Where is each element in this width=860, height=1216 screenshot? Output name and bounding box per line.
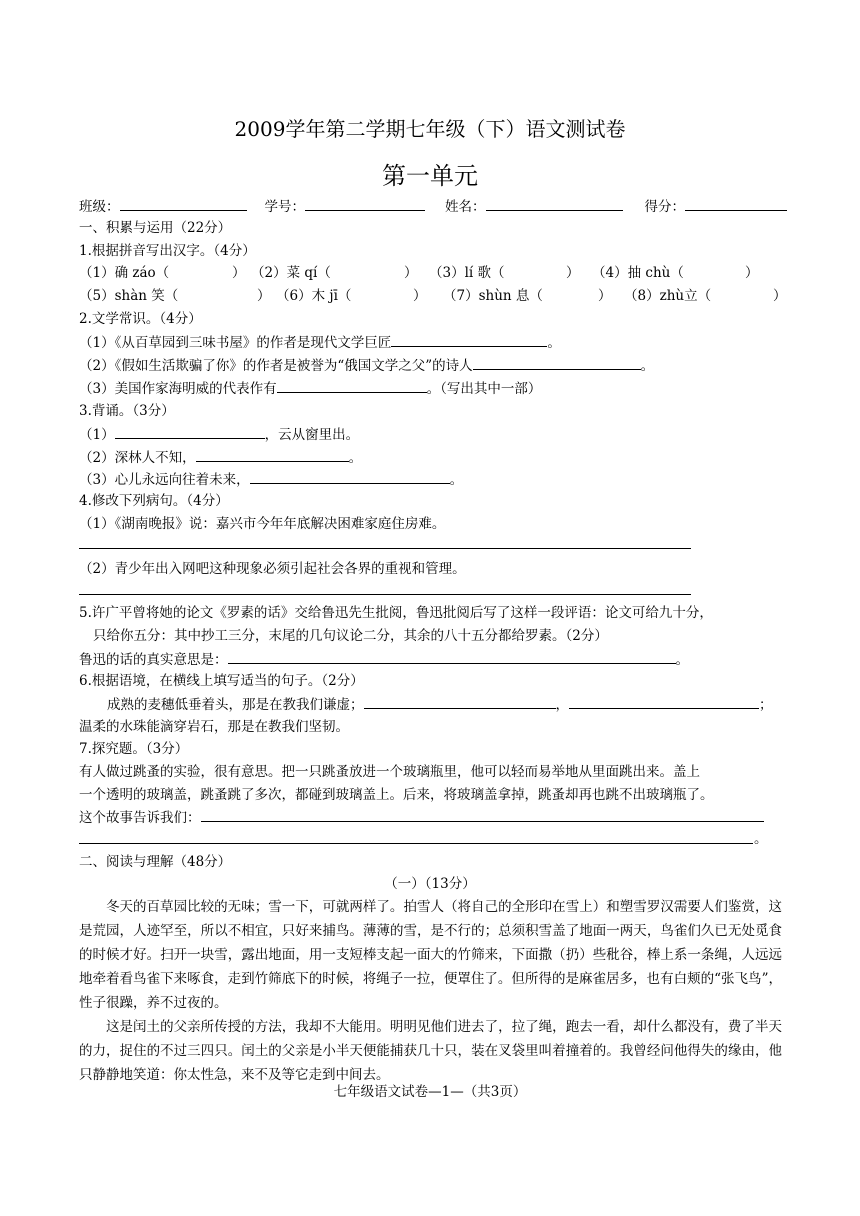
passage1-para-2: 这是闰土的父亲所传授的方法，我却不大能用。明明见他们进去了，拉了绳，跑去一看，却什么都没有，费了半天的力，捉住的不过三四只。闰土的父亲是小半天便能捕获几十只，装在叉袋里叫着撞着的。我曾经问他得失的缘由，他只静静地笑道：你太性急，来不及等它走到中间去。 — [79, 1019, 782, 1083]
passage1 — [79, 895, 782, 1087]
q3-line-2: （2）深林人不知， 。 — [79, 450, 363, 466]
q4-answer-2[interactable] — [79, 594, 691, 595]
pinyin-close-4: ） — [745, 265, 759, 281]
q4-line-2: （2）青少年出入网吧这种现象必须引起社会各界的重视和管理。 — [79, 561, 466, 577]
q2-title: 2.文学常识。（4分） — [79, 311, 202, 327]
class-field[interactable] — [120, 197, 247, 211]
pinyin-item-1: （1）确 záo（ — [79, 265, 170, 281]
q4-answer-1[interactable] — [79, 548, 691, 549]
pinyin-close-1: ） — [232, 265, 246, 281]
q5-answer[interactable] — [228, 650, 676, 664]
score-label: 得分： — [644, 199, 685, 215]
q7-period: 。 — [754, 831, 768, 847]
q1-title: 1.根据拼音写出汉字。（4分） — [79, 243, 256, 259]
name-field[interactable] — [486, 197, 623, 211]
q2-answer-1[interactable] — [391, 333, 547, 347]
section2-heading: 二、阅读与理解（48分） — [79, 854, 232, 870]
q6-answer-2[interactable] — [569, 695, 759, 709]
q2-line-2: （2）《假如生活欺骗了你》的作者是被誉为“俄国文学之父”的诗人 。 — [79, 358, 655, 374]
q2-line-1: （1）《从百草园到三味书屋》的作者是现代文学巨匠 。 — [79, 335, 561, 351]
q5-line-3: 鲁迅的话的真实意思是： 。 — [79, 652, 689, 668]
pinyin-item-2: （2）菜 qí（ — [251, 265, 331, 281]
q3-answer-2[interactable] — [196, 448, 349, 462]
q7-line-2: 一个透明的玻璃盖，跳蚤跳了多次，都碰到玻璃盖上。后来，将玻璃盖拿掉，跳蚤却再也跳不出玻璃瓶了。 — [79, 787, 714, 803]
q2-answer-3[interactable] — [277, 379, 427, 393]
q5-line-2: 只给你五分：其中抄工三分，末尾的几句议论二分，其余的八十五分都给罗素。（2分） — [93, 628, 608, 644]
pinyin-close-3: ） — [566, 265, 580, 281]
q6-line-2: 温柔的水珠能滴穿岩石，那是在教我们坚韧。 — [79, 719, 349, 735]
q5-line-1: 5.许广平曾将她的论文《罗素的话》交给鲁迅先生批阅，鲁迅批阅后写了这样一段评语：论文可给九十分， — [79, 605, 713, 621]
pinyin-item-6: （6）木 jī（ — [276, 288, 352, 304]
pinyin-close-6: ） — [413, 288, 427, 304]
q6-line-1: 成熟的麦穗低垂着头，那是在教我们谦虚； ， ； — [107, 697, 773, 713]
pinyin-item-7: （7）shùn 息（ — [443, 288, 543, 304]
number-field[interactable] — [305, 197, 425, 211]
q6-title: 6.根据语境，在横线上填写适当的句子。（2分） — [79, 673, 364, 689]
pinyin-close-2: ） — [404, 265, 418, 281]
q3-answer-1[interactable] — [115, 425, 265, 439]
pinyin-item-8: （8）zhù立（ — [624, 288, 712, 304]
class-label: 班级： — [79, 199, 120, 215]
q3-line-3: （3）心儿永远向往着未来， 。 — [79, 472, 464, 488]
q6-answer-1[interactable] — [364, 695, 556, 709]
unit-title: 第一单元 — [382, 162, 478, 190]
exam-title: 2009学年第二学期七年级（下）语文测试卷 — [234, 117, 626, 141]
pinyin-item-3: （3）lí 歌（ — [429, 265, 505, 281]
q7-answer-1[interactable] — [201, 808, 764, 822]
pinyin-item-4: （4）抽 chù（ — [592, 265, 684, 281]
score-field[interactable] — [685, 197, 787, 211]
q3-line-1: （1） ，云从窗里出。 — [79, 427, 360, 443]
name-label: 姓名： — [445, 199, 486, 215]
passage1-subtitle: （一）（13分） — [384, 876, 476, 892]
q4-title: 4.修改下列病句。（4分） — [79, 493, 229, 509]
pinyin-close-5: ） — [257, 288, 271, 304]
q3-answer-3[interactable] — [250, 470, 450, 484]
q7-line-1: 有人做过跳蚤的实验，很有意思。把一只跳蚤放进一个玻璃瓶里，他可以轻而易举地从里面跳出来。盖上 — [79, 764, 700, 780]
q2-line-3: （3）美国作家海明威的代表作有 。（写出其中一部） — [79, 381, 542, 397]
q7-line-3: 这个故事告诉我们： — [79, 808, 764, 827]
passage1-para-1: 冬天的百草园比较的无味；雪一下，可就两样了。拍雪人（将自己的全形印在雪上）和塑雪罗汉需要人们鉴赏，这是荒园，人迹罕至，所以不相宜，只好来捕鸟。薄薄的雪，是不行的；总须积雪盖了地面一两天，鸟雀们久已无处觅食的时候才好。扫开一块雪，露出地面，用一支短棒支起一面大的竹筛来，下面撒（扔）些秕谷，棒上系一条绳，人远远地牵着看鸟雀下来啄食，走到竹筛底下的时候，将绳子一拉，便罩住了。但所得的是麻雀居多，也有白颊的“张飞鸟”，性子很躁，养不过夜的。 — [79, 899, 782, 1011]
pinyin-close-8: ） — [773, 288, 787, 304]
q7-title: 7.探究题。（3分） — [79, 741, 189, 757]
page-footer: 七年级语文试卷—1—（共3页） — [333, 1084, 527, 1100]
section1-heading: 一、积累与运用（22分） — [79, 220, 232, 236]
q3-title: 3.背诵。（3分） — [79, 403, 175, 419]
q4-line-1: （1）《湖南晚报》说：嘉兴市今年年底解决困难家庭住房难。 — [79, 516, 446, 532]
number-label: 学号： — [264, 199, 305, 215]
student-info-row — [79, 197, 787, 216]
q2-answer-2[interactable] — [473, 356, 641, 370]
q7-answer-2[interactable] — [79, 843, 753, 844]
pinyin-close-7: ） — [598, 288, 612, 304]
pinyin-item-5: （5）shàn 笑（ — [79, 288, 179, 304]
